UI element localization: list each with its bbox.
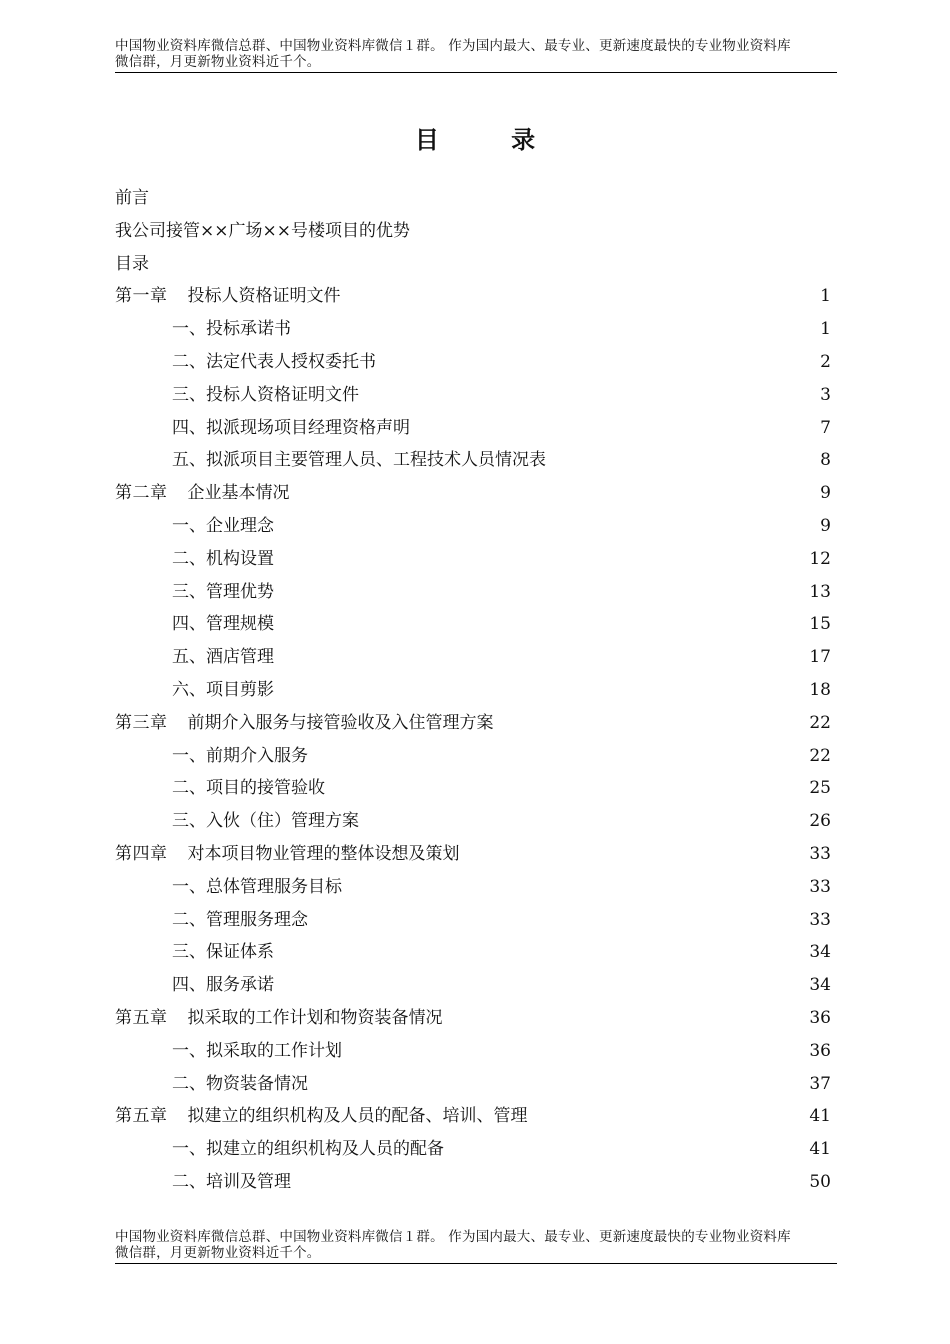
toc-section-entry[interactable]	[115, 608, 831, 641]
toc-section-entry[interactable]	[115, 313, 831, 346]
toc-section-entry[interactable]	[115, 510, 831, 543]
section-title: 三、入伙（住）管理方案	[172, 811, 359, 832]
page-number: 41	[809, 1106, 831, 1127]
chapter-number: 第五章	[115, 1106, 168, 1127]
chapter-title: 拟采取的工作计划和物资装备情况	[187, 1007, 443, 1028]
toc-chapter-heading	[115, 286, 341, 306]
chapter-number: 第二章	[115, 483, 168, 504]
toc-chapter-heading	[115, 844, 460, 864]
toc-chapter-heading	[115, 713, 494, 733]
toc-chapter-heading	[115, 1008, 443, 1028]
page-number: 3	[820, 384, 831, 405]
toc-section-entry[interactable]	[115, 1035, 831, 1068]
toc-item-text: 前言	[115, 188, 149, 208]
section-title: 四、拟派现场项目经理资格声明	[172, 417, 410, 438]
section-title: 三、保证体系	[172, 942, 274, 963]
page-number: 22	[809, 712, 831, 733]
toc-section-entry[interactable]	[115, 772, 831, 805]
toc-item-text: 目录	[115, 253, 149, 274]
section-title: 二、培训及管理	[172, 1171, 291, 1192]
chapter-number: 第四章	[115, 843, 168, 864]
toc-section-entry[interactable]	[115, 444, 831, 477]
toc-section-entry[interactable]	[115, 1068, 831, 1101]
page-footer	[115, 1229, 837, 1264]
page-number: 2	[820, 351, 831, 372]
toc-chapter-entry[interactable]	[115, 707, 831, 740]
toc-section-entry[interactable]	[115, 969, 831, 1002]
footer-line-1: 中国物业资料库微信总群、中国物业资料库微信１群。 作为国内最大、最专业、更新速度最快的专业物业资料库	[115, 1229, 791, 1245]
toc-front-item[interactable]	[115, 215, 831, 248]
page-number: 18	[809, 679, 831, 700]
toc-section-entry[interactable]	[115, 904, 831, 937]
page-number: 34	[809, 942, 831, 963]
page-number: 25	[809, 778, 831, 799]
section-title: 二、项目的接管验收	[172, 778, 325, 799]
section-title: 二、物资装备情况	[172, 1073, 308, 1094]
toc-chapter-entry[interactable]	[115, 1002, 831, 1035]
section-title: 四、服务承诺	[172, 975, 274, 996]
page-number: 13	[809, 581, 831, 602]
toc-list	[115, 182, 831, 1199]
chapter-number: 第三章	[115, 712, 168, 733]
page-number: 33	[809, 876, 831, 897]
page-number: 37	[809, 1073, 831, 1094]
page-number: 7	[820, 417, 831, 438]
page-number: 15	[809, 614, 831, 635]
page-number: 1	[820, 286, 831, 307]
page-number: 22	[809, 745, 831, 766]
page-number: 33	[809, 843, 831, 864]
section-title: 一、前期介入服务	[172, 745, 308, 766]
section-title: 一、企业理念	[172, 515, 274, 536]
page-number: 34	[809, 975, 831, 996]
toc-title: 目 录	[414, 125, 568, 154]
toc-section-entry[interactable]	[115, 379, 831, 412]
page-number: 8	[820, 450, 831, 471]
page-number: 26	[809, 811, 831, 832]
section-title: 四、管理规模	[172, 614, 274, 635]
toc-section-entry[interactable]	[115, 576, 831, 609]
page-number: 33	[809, 909, 831, 930]
toc-item-text: 我公司接管××广场××号楼项目的优势	[115, 220, 410, 241]
toc-section-entry[interactable]	[115, 1133, 831, 1166]
page-number: 17	[809, 647, 831, 668]
section-title: 五、酒店管理	[172, 647, 274, 668]
toc-chapter-entry[interactable]	[115, 1100, 831, 1133]
page-number: 1	[820, 319, 831, 340]
toc-front-item[interactable]	[115, 248, 831, 281]
toc-section-entry[interactable]	[115, 936, 831, 969]
section-title: 三、投标人资格证明文件	[172, 384, 359, 405]
header-line-1: 中国物业资料库微信总群、中国物业资料库微信１群。 作为国内最大、最专业、更新速度最快的专业物业资料库	[115, 38, 791, 54]
page-number: 9	[820, 483, 831, 504]
page-number: 50	[809, 1171, 831, 1192]
toc-section-entry[interactable]	[115, 543, 831, 576]
page-number: 36	[809, 1007, 831, 1028]
section-title: 一、投标承诺书	[172, 319, 291, 340]
toc-section-entry[interactable]	[115, 412, 831, 445]
section-title: 六、项目剪影	[172, 679, 274, 700]
section-title: 二、机构设置	[172, 548, 274, 569]
toc-section-entry[interactable]	[115, 871, 831, 904]
page-number: 41	[809, 1139, 831, 1160]
toc-chapter-heading	[115, 1106, 528, 1126]
toc-section-entry[interactable]	[115, 674, 831, 707]
section-title: 一、拟采取的工作计划	[172, 1040, 342, 1061]
chapter-title: 对本项目物业管理的整体设想及策划	[187, 843, 460, 864]
toc-section-entry[interactable]	[115, 641, 831, 674]
chapter-title: 拟建立的组织机构及人员的配备、培训、管理	[187, 1106, 528, 1127]
chapter-number: 第一章	[115, 286, 168, 307]
toc-section-entry[interactable]	[115, 740, 831, 773]
chapter-title: 企业基本情况	[187, 483, 290, 504]
chapter-number: 第五章	[115, 1007, 168, 1028]
toc-chapter-heading	[115, 483, 290, 503]
toc-section-entry[interactable]	[115, 1166, 831, 1199]
section-title: 三、管理优势	[172, 581, 274, 602]
footer-line-2: 微信群，月更新物业资料近千个。	[115, 1245, 321, 1261]
page-header	[115, 38, 837, 73]
page-number: 9	[820, 515, 831, 536]
page-number: 36	[809, 1040, 831, 1061]
section-title: 一、拟建立的组织机构及人员的配备	[172, 1139, 444, 1160]
page-number: 12	[809, 548, 831, 569]
chapter-title: 前期介入服务与接管验收及入住管理方案	[187, 712, 494, 733]
toc-front-item[interactable]	[115, 182, 831, 215]
section-title: 二、法定代表人授权委托书	[172, 351, 376, 372]
toc-chapter-entry[interactable]	[115, 838, 831, 871]
header-line-2: 微信群，月更新物业资料近千个。	[115, 54, 321, 70]
section-title: 五、拟派项目主要管理人员、工程技术人员情况表	[172, 450, 546, 471]
toc-chapter-entry[interactable]	[115, 280, 831, 313]
chapter-title: 投标人资格证明文件	[187, 286, 341, 307]
toc-section-entry[interactable]	[115, 805, 831, 838]
toc-chapter-entry[interactable]	[115, 477, 831, 510]
toc-section-entry[interactable]	[115, 346, 831, 379]
section-title: 一、总体管理服务目标	[172, 876, 342, 897]
section-title: 二、管理服务理念	[172, 909, 308, 930]
